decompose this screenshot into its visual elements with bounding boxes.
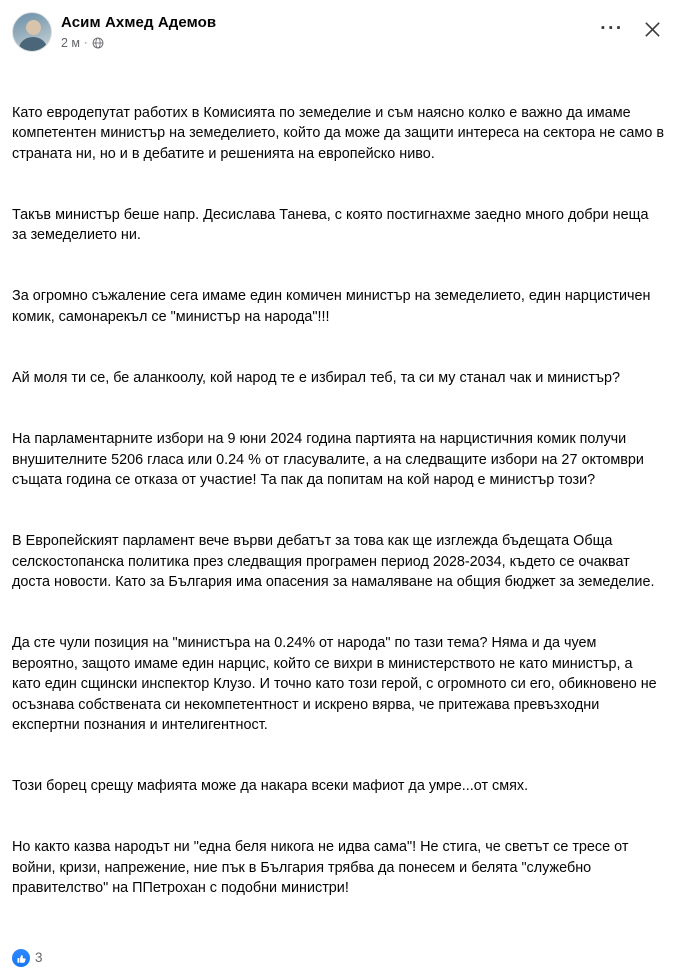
post-paragraph: Да сте чули позиция на "министъра на 0.24% от народа" по тази тема? Няма и да чуем вероятно, защото имаме един нарцис, който се вихри в министерството не като министър, а като един сщински инспектор Клузо. И точно като този герой, с огромното си его, обикновено не осъзнава собствената си некомпетентност и искрено вярва, че притежава превъзходни експертни познания и интелигентност. <box>12 635 661 733</box>
globe-icon <box>92 37 104 49</box>
post-paragraph: Този борец срещу мафията може да накара всеки мафиот да умре...от смях. <box>12 778 529 795</box>
post-meta <box>61 35 599 51</box>
ellipsis-icon: ··· <box>600 18 624 39</box>
post-header <box>0 0 677 52</box>
close-icon <box>643 20 662 39</box>
meta-separator: · <box>84 37 88 49</box>
post-paragraph: Ай моля ти се, бе аланкоолу, кой народ те е избирал теб, та си му станал чак и министър? <box>12 370 621 387</box>
thumbs-up-icon <box>12 949 30 967</box>
post-paragraph: За огромно съжаление сега имаме един комичен министър на земеделието, един нарцистичен комик, самонарекъл се "министър на народа"!!! <box>12 288 655 325</box>
reaction-count: 3 <box>35 950 43 966</box>
post-timestamp[interactable]: 2 м <box>61 36 81 50</box>
avatar[interactable] <box>12 12 52 52</box>
post-footer <box>0 939 677 975</box>
post-paragraph: Но както казва народът ни "една беля никога не идва сама"! Не стига, че светът се тресе от войни, кризи, напрежение, ние пък в България трябва да понесем и белята "служебно правителство" на ППетрохан с подобни министри! <box>12 839 633 897</box>
post-paragraph: Такъв министър беше напр. Десислава Танева, с която постигнахме заедно много добри неща за земеделието ни. <box>12 206 653 244</box>
post-paragraph: На парламентарните избори на 9 юни 2024 година партията на нарцистичния комик получи внушителните 5206 гласа или 0.24 % от гласувалите, а на следващите избори на 27 октомври същата година се отказа от участие! Та пак да попитам на кой народ е министър този? <box>12 431 648 489</box>
post-text <box>0 52 677 939</box>
more-options-button[interactable] <box>599 16 625 42</box>
post-author-block <box>61 12 599 51</box>
post-paragraph: В Европейският парламент вече върви дебатът за това как ще изглежда бъдещата Обща селскостопанска политика през следващия програмен период 2028-2034, където се очакват доста новости. Като за България има опасения за намаляване на общия бюджет за земеделие. <box>12 533 655 591</box>
post-header-actions <box>599 12 665 42</box>
close-button[interactable] <box>639 16 665 42</box>
post-paragraph: Като евродепутат работих в Комисията по земеделие и съм наясно колко е важно да имаме компетентен министър на земеделието, който да може да защити интереса на сектора не само в страната ни, но и в дебатите и решенията на европейско ниво. <box>12 104 668 162</box>
post-author-name[interactable]: Асим Ахмед Адемов <box>61 14 217 31</box>
reactions-summary[interactable] <box>12 949 43 967</box>
